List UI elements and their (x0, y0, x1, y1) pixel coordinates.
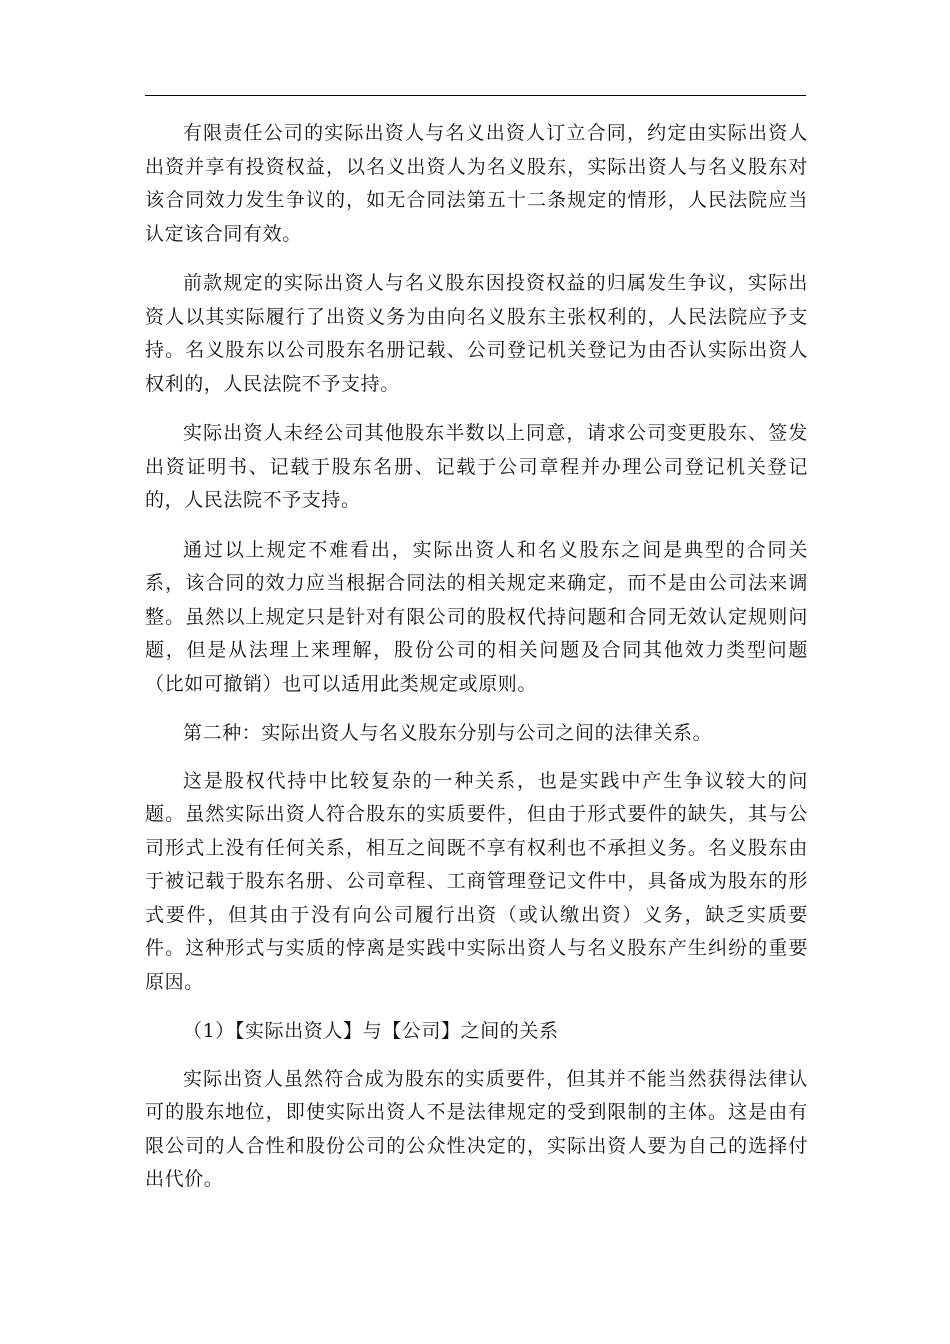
paragraph-registration-consent: 实际出资人未经公司其他股东半数以上同意，请求公司变更股东、签发出资证明书、记载于股东名册、记载于公司章程并办理公司登记机关登记的，人民法院不予支持。 (145, 422, 808, 511)
paragraph-contract-relationship: 通过以上规定不难看出，实际出资人和名义股东之间是典型的合同关系，该合同的效力应当根据合同法的相关规定来确定，而不是由公司法来调整。虽然以上规定只是针对有限公司的股权代持问题和合同无效认定规则问题，但是从法理上来理解，股份公司的相关问题及合同其他效力类型问题（比如可撤销）也可以适用此类规定或原则。 (145, 538, 808, 695)
body-text (145, 117, 808, 1213)
paragraph-contract-validity: 有限责任公司的实际出资人与名义出资人订立合同，约定由实际出资人出资并享有投资权益，以名义出资人为名义股东，实际出资人与名义股东对该合同效力发生争议的，如无合同法第五十二条规定的情形，人民法院应当认定该合同有效。 (145, 122, 808, 245)
paragraph-complex-relationship: 这是股权代持中比较复杂的一种关系，也是实践中产生争议较大的问题。虽然实际出资人符合股东的实质要件，但由于形式要件的缺失，其与公司形式上没有任何关系，相互之间既不享有权利也不承担义务。名义股东由于被记载于股东名册、公司章程、工商管理登记文件中，具备成为股东的形式要件，但其由于没有向公司履行出资（或认缴出资）义务，缺乏实质要件。这种形式与实质的悖离是实践中实际出资人与名义股东产生纠纷的重要原因。 (145, 769, 808, 993)
paragraph-shareholder-status: 实际出资人虽然符合成为股东的实质要件，但其并不能当然获得法律认可的股东地位，即使实际出资人不是法律规定的受到限制的主体。这是由有限公司的人合性和股份公司的公众性决定的，实际出资人要为自己的选择付出代价。 (145, 1067, 808, 1190)
paragraph-investment-rights: 前款规定的实际出资人与名义股东因投资权益的归属发生争议，实际出资人以其实际履行了出资义务为由向名义股东主张权利的，人民法院应予支持。名义股东以公司股东名册记载、公司登记机关登记为由否认实际出资人权利的，人民法院不予支持。 (145, 272, 808, 395)
header-rule (145, 95, 806, 96)
subsection-heading-investor-company: （1）【实际出资人】与【公司】之间的关系 (183, 1020, 559, 1042)
section-heading-second-type: 第二种：实际出资人与名义股东分别与公司之间的法律关系。 (183, 722, 713, 744)
